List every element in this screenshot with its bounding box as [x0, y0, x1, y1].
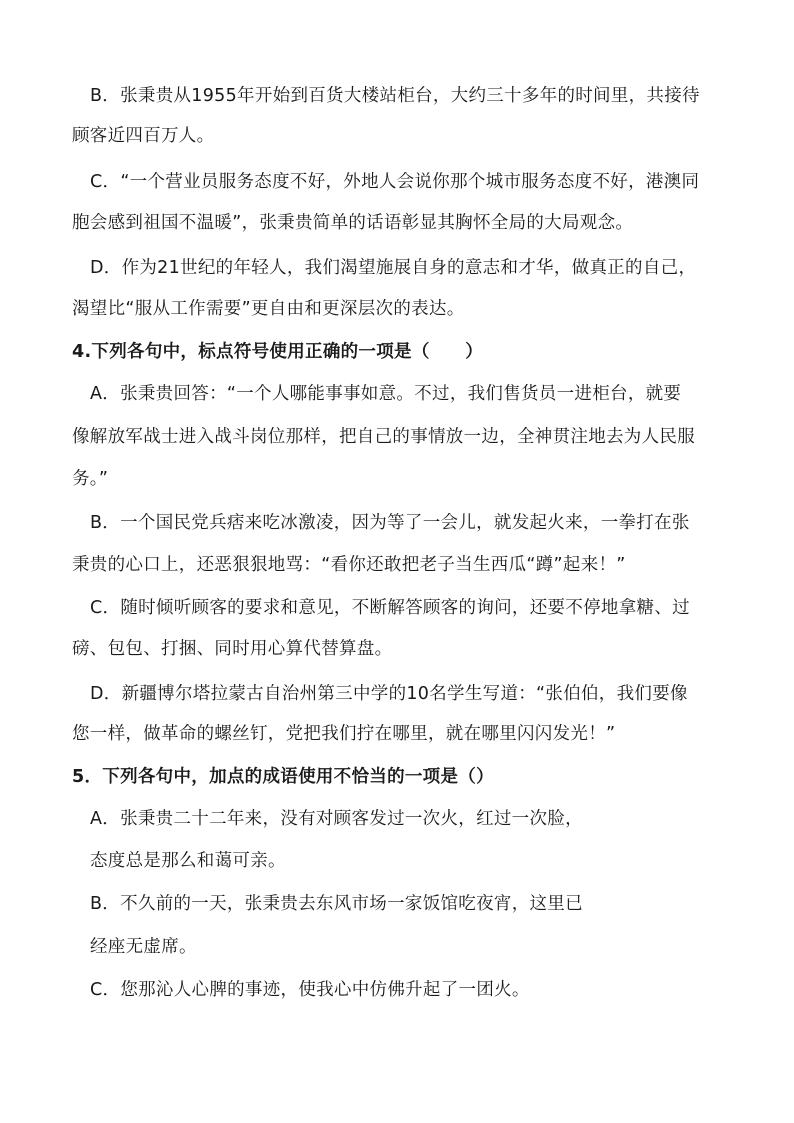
- q5-option-a-line-2: 态度总是那么和蔼可亲。: [90, 851, 286, 871]
- q4-option-a-line-3: 务。”: [72, 469, 109, 489]
- q4-option-b-line-2: 秉贵的心口上，还恶狠狠地骂：“看你还敢把老子当生西瓜“蹲”起来！”: [72, 555, 626, 575]
- q4-option-a-line-1: A．张秉贵回答：“一个人哪能事事如意。不过，我们售货员一进柜台，就要: [90, 384, 682, 404]
- q4-option-d-line-2: 您一样，做革命的螺丝钉，党把我们拧在哪里，就在哪里闪闪发光！”: [72, 724, 616, 744]
- q4-option-c-line-2: 磅、包包、打捆、同时用心算代替算盘。: [72, 639, 393, 659]
- option-d-line-2: 渴望比“服从工作需要”更自由和更深层次的表达。: [72, 299, 465, 319]
- q5-option-a-line-1: A．张秉贵二十二年来，没有对顾客发过一次火，红过一次脸，: [90, 809, 583, 829]
- q4-option-c-line-1: C．随时倾听顾客的要求和意见，不断解答顾客的询问，还要不停地拿糖、过: [90, 598, 690, 618]
- question-5-title: 5．下列各句中，加点的成语使用不恰当的一项是（）: [72, 767, 494, 787]
- q5-option-c-line-1: C．您那沁人心脾的事迹，使我心中仿佛升起了一团火。: [90, 980, 530, 1000]
- q4-option-a-line-2: 像解放军战士进入战斗岗位那样，把自己的事情放一边，全神贯注地去为人民服: [72, 427, 695, 447]
- option-b-line-1: B．张秉贵从1955年开始到百货大楼站柜台，大约三十多年的时间里，共接待: [90, 86, 700, 106]
- q4-option-d-line-1: D．新疆博尔塔拉蒙古自治州第三中学的10名学生写道：“张伯伯，我们要像: [90, 684, 688, 704]
- q5-option-b-line-2: 经座无虚席。: [90, 937, 197, 957]
- option-d-line-1: D．作为21世纪的年轻人，我们渴望施展自身的意志和才华，做真正的自己，: [90, 258, 697, 278]
- option-c-line-2: 胞会感到祖国不温暖”，张秉贵简单的话语彰显其胸怀全局的大局观念。: [72, 213, 634, 233]
- q5-option-b-line-1: B．不久前的一天，张秉贵去东风市场一家饭馆吃夜宵，这里已: [90, 894, 583, 914]
- question-4-title: 4.下列各句中，标点符号使用正确的一项是（ ）: [72, 342, 484, 362]
- option-b-line-2: 顾客近四百万人。: [72, 126, 215, 146]
- q4-option-b-line-1: B．一个国民党兵痞来吃冰激凌，因为等了一会儿，就发起火来，一拳打在张: [90, 513, 690, 533]
- option-c-line-1: C．“一个营业员服务态度不好，外地人会说你那个城市服务态度不好，港澳同: [90, 172, 700, 192]
